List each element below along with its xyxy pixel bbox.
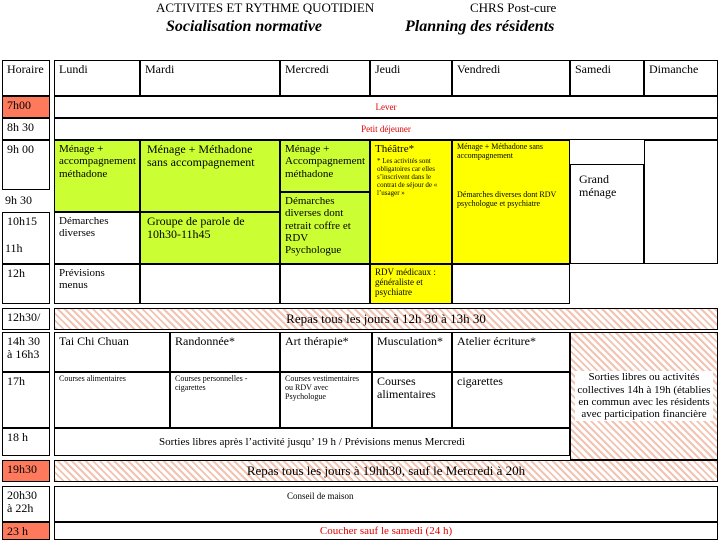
tue-groupe-parole: Groupe de parole de 10h30-11h45 [140, 212, 280, 264]
time-18h: 18 h [2, 428, 50, 456]
header-organisation: CHRS Post-cure [470, 0, 557, 15]
time-12h: 12h [2, 264, 50, 304]
header-line2 [0, 18, 720, 40]
time-19h30: 19h30 [2, 460, 50, 482]
tue-courses: Courses personnelles - cigarettes [170, 372, 280, 428]
col-header-mon: Lundi [54, 60, 140, 96]
time-12h30: 12h30/ [2, 308, 50, 330]
time-23h: 23 h [2, 522, 50, 540]
row-petit-dejeuner: Petit déjeuner [54, 118, 718, 140]
sat-grand-menage: Grand ménage [570, 164, 644, 264]
time-7h00: 7h00 [2, 96, 50, 118]
wed-empty [280, 264, 370, 304]
row-conseil [54, 486, 718, 522]
thu-courses: Courses alimentaires [372, 372, 452, 428]
thu-note: * Les activités sont obligatoires car elles s’inscrivent dans le contrat de séjour de « l’usager » [377, 157, 438, 197]
thu-theatre-cell [370, 140, 452, 264]
wed-courses: Courses vestimentaires ou RDV avec Psychologue [280, 372, 372, 428]
wed-demarches: Démarches diverses dont retrait coffre et RDV Psychologue [280, 192, 370, 264]
thu-rdv-medicaux: RDV médicaux : généraliste et psychiatre [370, 264, 452, 304]
header-subtitle: Socialisation normative [166, 18, 323, 35]
tue-menage: Ménage + Méthadone sans accompagnement [140, 140, 280, 212]
fri-cigarettes: cigarettes [452, 372, 570, 428]
time-14h30: 14h 30 à 16h3 [2, 332, 50, 372]
col-header-sun: Dimanche [644, 60, 718, 96]
tue-randonnee: Randonnée* [170, 332, 280, 372]
time-11h: 11h [5, 242, 23, 255]
mon-courses: Courses alimentaires [54, 372, 170, 428]
weekend-sorties-text: Sorties libres ou activités collectives 14h à 19h (établies en commun avec les résidents avec participation financière [575, 371, 713, 420]
time-10h15: 10h15 [2, 212, 50, 264]
row-repas-midi: Repas tous les jours à 12h 30 à 13h 30 [54, 308, 718, 330]
fri-menage: Ménage + Méthadone sans accompagnement [457, 142, 544, 160]
col-header-wed: Mercredi [280, 60, 370, 96]
mon-demarches: Démarches diverses [54, 212, 140, 264]
col-header-fri: Vendredi [452, 60, 570, 96]
col-header-sat: Samedi [570, 60, 644, 96]
thu-musculation: Musculation* [372, 332, 452, 372]
header-title: ACTIVITES ET RYTHME QUOTIDIEN [156, 0, 375, 15]
wed-art-therapie: Art thérapie* [280, 332, 372, 372]
col-header-tue: Mardi [140, 60, 280, 96]
row-repas-soir: Repas tous les jours à 19hh30, sauf le Mercredi à 20h [54, 460, 718, 482]
header-line1 [0, 0, 720, 18]
time-8h30: 8h 30 [2, 118, 50, 140]
row-coucher: Coucher sauf le samedi (24 h) [54, 522, 718, 540]
sun-empty [644, 140, 718, 264]
time-20h30: 20h30 à 22h [2, 486, 50, 522]
mon-menage: Ménage + accompagnement méthadone [54, 140, 140, 212]
tue-empty [140, 264, 280, 304]
fri-demarches: Démarches diverses dont RDV psychologue et psychiatre [457, 189, 557, 208]
weekend-sorties [570, 332, 718, 460]
time-9h30: 9h 30 [5, 194, 32, 207]
time-17h: 17h [2, 372, 50, 428]
thu-theatre: Théâtre* [375, 143, 415, 155]
col-header-hours: Horaire [2, 60, 50, 96]
header-planning: Planning des résidents [405, 18, 555, 35]
row-sorties-18h: Sorties libres après l’activité jusqu’ 19 h / Prévisions menus Mercredi [54, 428, 570, 456]
fri-cell [452, 140, 570, 264]
mon-tai-chi: Tai Chi Chuan [54, 332, 170, 372]
row-lever: Lever [54, 96, 718, 118]
time-9h00: 9h 00 [2, 140, 50, 190]
mon-previsions: Prévisions menus [54, 264, 140, 304]
col-header-thu: Jeudi [370, 60, 452, 96]
wed-menage: Ménage + Accompagnement méthadone [280, 140, 370, 192]
fri-empty [452, 264, 570, 304]
fri-atelier-ecriture: Atelier écriture* [452, 332, 570, 372]
conseil-maison: Conseil de maison [287, 491, 354, 501]
